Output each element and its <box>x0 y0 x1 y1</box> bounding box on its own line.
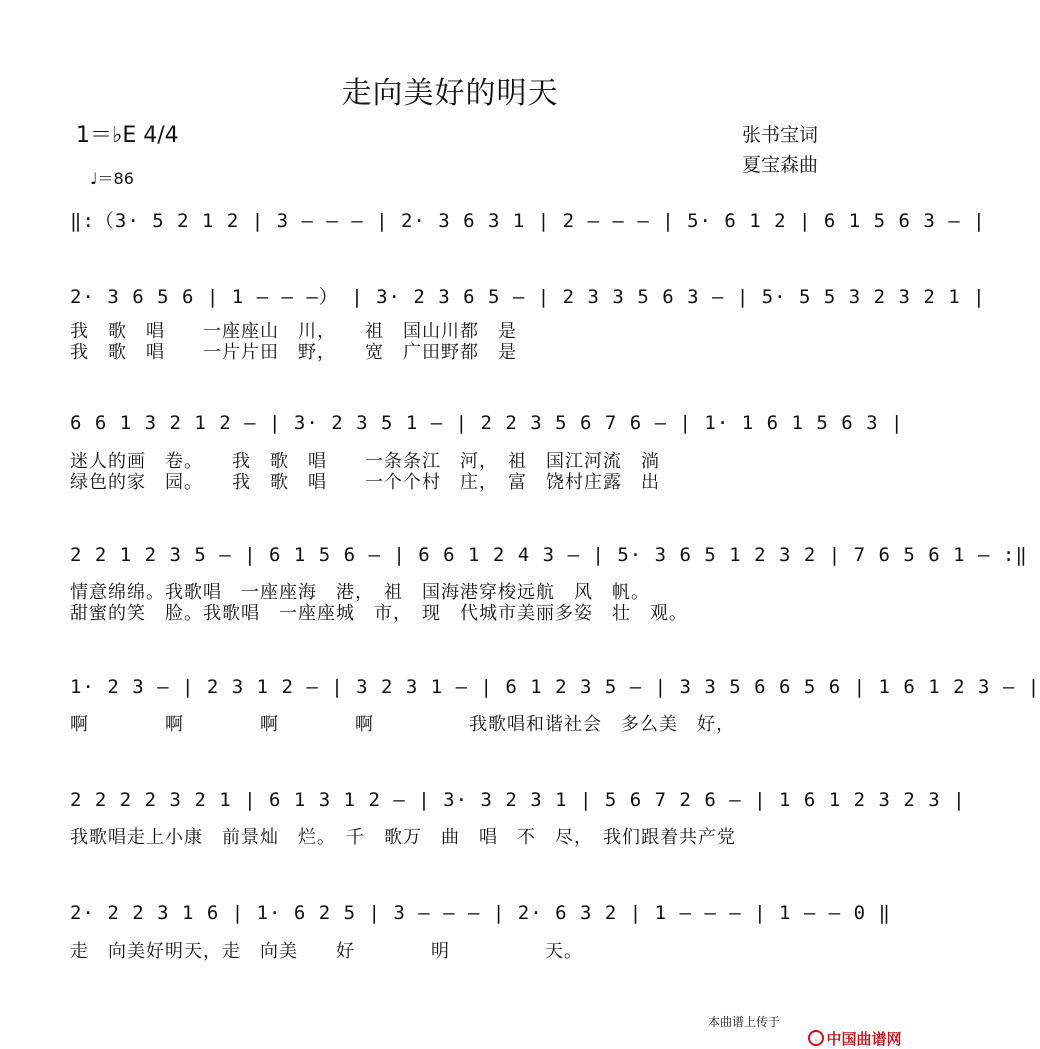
notation-system-7: 2· 2 2 3 1 6 | 1· 6 2 5 | 3 — — — | 2· 6 3 2 | 1 — — — | 1 — — 0 ‖ <box>70 902 891 924</box>
lyric-line: 我 歌 唱 一座座山 川， 祖 国山川都 是 <box>70 321 517 342</box>
upload-note: 本曲谱上传于 <box>708 1015 781 1029</box>
site-name: 中国曲谱网 <box>826 1030 902 1048</box>
notation-system-6: 2 2 2 2 3 2 1 | 6 1 3 1 2 — | 3· 3 2 3 1 | 5 6 7 2 6 — | 1 6 1 2 3 2 3 | <box>70 789 966 811</box>
lyric-line: 我歌唱走上小康 前景灿 烂。 千 歌万 曲 唱 不 尽， 我们跟着共产党 <box>70 827 736 848</box>
key-signature: 1＝♭E 4/4 <box>76 123 179 148</box>
notation-system-5: 1· 2 3 — | 2 3 1 2 — | 3 2 3 1 — | 6 1 2 3 5 — | 3 3 5 6 6 5 6 | 1 6 1 2 3 — | <box>70 676 1040 698</box>
lyric-line: 走 向美好明天，走 向美 好 明 天。 <box>70 941 583 962</box>
notation-system-1: ‖:（3· 5 2 1 2 | 3 — — — | 2· 3 6 3 1 | 2 — — — | 5· 6 1 2 | 6 1 5 6 3 — | <box>70 210 986 232</box>
tempo-mark: ♩＝86 <box>90 169 134 188</box>
lyric-line: 情意绵绵。我歌唱 一座座海 港， 祖 国海港穿梭远航 风 帆。 <box>70 582 650 603</box>
site-logo[interactable] <box>798 1010 901 1049</box>
lyric-line: 啊 啊 啊 啊 我歌唱和谐社会 多么美 好， <box>70 714 735 735</box>
notation-system-4: 2 2 1 2 3 5 — | 6 1 5 6 — | 6 6 1 2 4 3 — | 5· 3 6 5 1 2 3 2 | 7 6 5 6 1 — :‖ <box>70 544 1028 566</box>
notation-system-3: 6 6 1 3 2 1 2 — | 3· 2 3 5 1 — | 2 2 3 5 6 7 6 — | 1· 1 6 1 5 6 3 | <box>70 412 904 434</box>
notation-system-2: 2· 3 6 5 6 | 1 — — —） | 3· 2 3 6 5 — | 2 3 3 5 6 3 — | 5· 5 5 3 2 3 2 1 | <box>70 286 986 308</box>
lyric-line: 我 歌 唱 一片片田 野， 宽 广田野都 是 <box>70 342 517 363</box>
lyric-line: 绿色的家 园。 我 歌 唱 一个个村 庄， 富 饶村庄露 出 <box>70 472 660 493</box>
lyricist-credit: 张书宝词 <box>742 124 819 146</box>
lyric-line: 甜蜜的笑 脸。我歌唱 一座座城 市， 现 代城市美丽多姿 壮 观。 <box>70 603 688 624</box>
score-title: 走向美好的明天 <box>341 76 559 111</box>
lyric-line: 迷人的画 卷。 我 歌 唱 一条条江 河， 祖 国江河流 淌 <box>70 451 660 472</box>
composer-credit: 夏宝森曲 <box>742 154 819 176</box>
logo-icon <box>808 1030 824 1046</box>
